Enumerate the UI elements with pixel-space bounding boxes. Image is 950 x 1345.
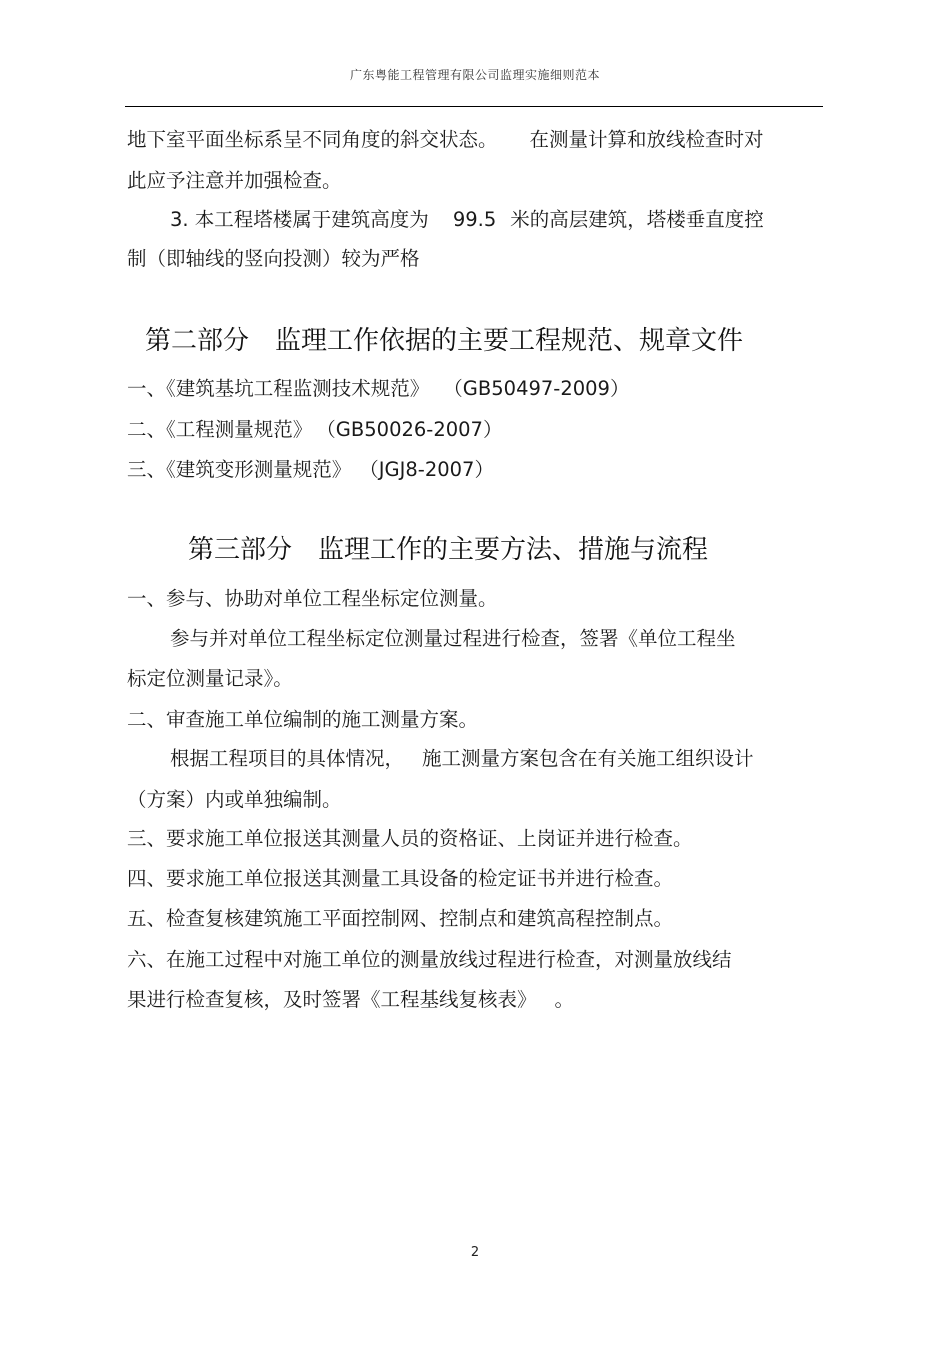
reference-title: 二、《工程测量规范》 [127, 418, 313, 441]
text-span: 在测量计算和放线检查时对 [529, 128, 764, 151]
text-span: 米的高层建筑，塔楼垂直度控 [510, 208, 764, 231]
body-line: 五、检查复核建筑施工平面控制网、控制点和建筑高程控制点。 [127, 907, 674, 930]
body-line: 一、参与、协助对单位工程坐标定位测量。 [127, 587, 498, 610]
body-line [127, 988, 574, 1012]
body-line: 标定位测量记录》。 [127, 667, 293, 690]
reference-code: （GB50026-2007） [316, 418, 503, 441]
text-span: 99.5 [452, 208, 497, 231]
text-span: 果进行检查复核，及时签署《工程基线复核表》 [127, 988, 537, 1011]
body-line: 四、要求施工单位报送其测量工具设备的检定证书并进行检查。 [127, 867, 674, 890]
text-span: 地下室平面坐标系呈不同角度的斜交状态。 [127, 128, 498, 151]
section-heading: 第二部分 监理工作依据的主要工程规范、规章文件 [145, 326, 744, 356]
body-line [127, 128, 764, 152]
reference-title: 三、《建筑变形测量规范》 [127, 458, 352, 481]
body-line: 三、要求施工单位报送其测量人员的资格证、上岗证并进行检查。 [127, 827, 693, 850]
body-line: 六、在施工过程中对施工单位的测量放线过程进行检查，对测量放线结 [127, 948, 732, 971]
body-line: 制（即轴线的竖向投测）较为严格 [127, 247, 420, 270]
section-heading: 第三部分 监理工作的主要方法、措施与流程 [188, 535, 709, 565]
list-item [127, 418, 502, 442]
reference-code: （JGJ8-2007） [359, 458, 494, 481]
body-line: 参与并对单位工程坐标定位测量过程进行检查，签署《单位工程坐 [170, 627, 736, 650]
list-item [127, 377, 629, 401]
header-title: 广东粤能工程管理有限公司监理实施细则范本 [349, 68, 600, 82]
list-item [127, 458, 494, 482]
body-line [170, 747, 754, 771]
header-divider [125, 106, 823, 107]
text-span: 施工测量方案包含在有关施工组织设计 [422, 747, 754, 770]
text-span: 3. 本工程塔楼属于建筑高度为 [170, 208, 429, 231]
text-span: 根据工程项目的具体情况， [170, 747, 405, 770]
page-number: 2 [470, 1245, 480, 1260]
body-line [170, 208, 764, 232]
body-line: 二、审查施工单位编制的施工测量方案。 [127, 708, 479, 731]
reference-title: 一、《建筑基坑工程监测技术规范》 [127, 377, 430, 400]
reference-code: （GB50497-2009） [443, 377, 630, 400]
text-span: 。 [554, 988, 575, 1011]
body-line: （方案）内或单独编制。 [127, 788, 342, 811]
body-line: 此应予注意并加强检查。 [127, 169, 342, 192]
